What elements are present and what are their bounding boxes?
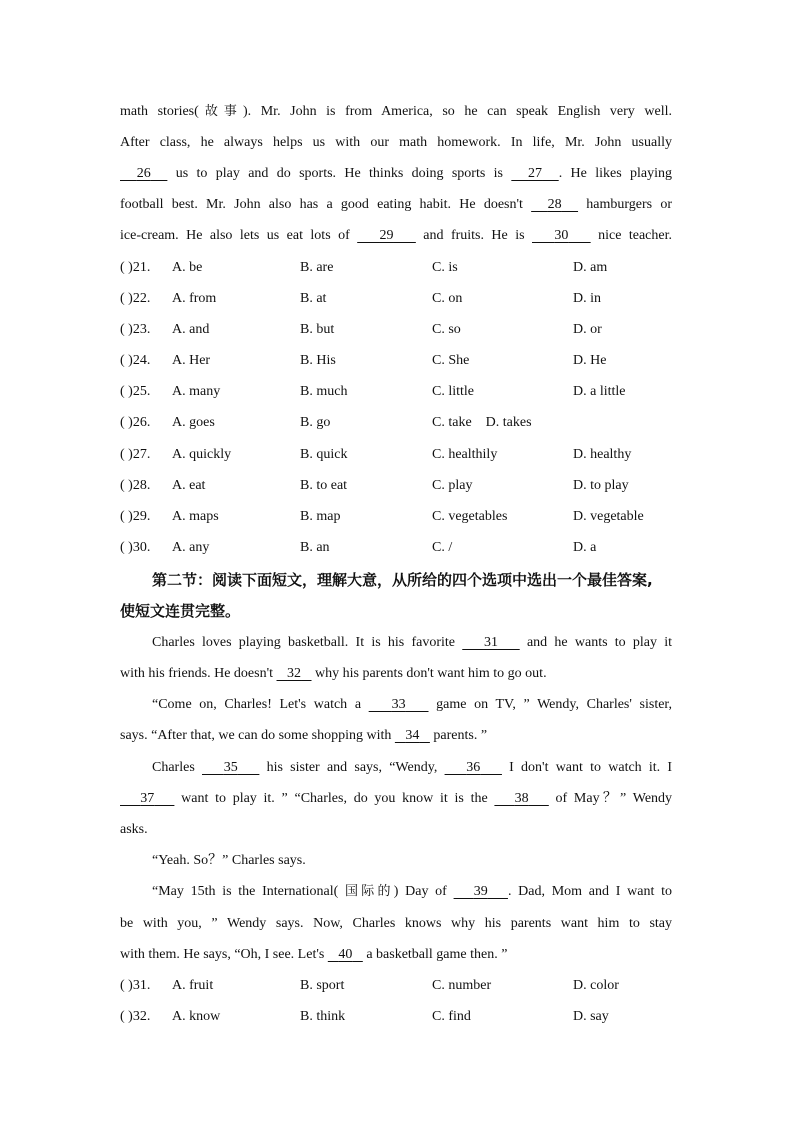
question-23 xyxy=(120,320,680,340)
text-fragment: ). Mr. John is from America, so he can speak English very well. xyxy=(243,104,672,119)
text-fragment: I don't want to watch it. I xyxy=(501,760,673,775)
option-a: A. goes xyxy=(172,415,215,430)
option-b: B. but xyxy=(300,322,335,337)
question-28 xyxy=(120,476,680,496)
text-fragment: Charles xyxy=(152,760,202,775)
option-b: B. think xyxy=(300,1009,346,1024)
blank-35: 35 xyxy=(223,760,238,775)
option-d: D. a xyxy=(573,540,597,555)
question-29 xyxy=(120,507,680,527)
option-c: C. take D. takes xyxy=(432,415,532,430)
option-c: C. little xyxy=(432,384,474,399)
blank-39: 39 xyxy=(473,884,488,899)
question-number[interactable]: ( )26. xyxy=(120,415,151,430)
option-a: A. fruit xyxy=(172,978,214,993)
option-c: C. is xyxy=(432,260,458,275)
section-heading-cont: 使短文连贯完整。 xyxy=(120,602,241,620)
text-fragment: . He likes playing xyxy=(558,166,672,181)
blank-28: 28 xyxy=(547,197,562,212)
text-fragment: with them. He says, “Oh, I see. Let's xyxy=(120,947,328,962)
option-d: D. am xyxy=(573,260,608,275)
passage2-line-3 xyxy=(152,695,672,715)
text-fragment: why his parents don't want him to go out. xyxy=(311,666,547,681)
question-30 xyxy=(120,538,680,558)
option-b: B. are xyxy=(300,260,334,275)
blank-38: 38 xyxy=(514,791,529,806)
option-b: B. at xyxy=(300,291,327,306)
option-a: A. Her xyxy=(172,353,211,368)
blank-32: 32 xyxy=(287,666,302,681)
gloss-chinese: 国际的 xyxy=(345,884,394,899)
question-number[interactable]: ( )24. xyxy=(120,353,151,368)
question-24 xyxy=(120,351,680,371)
option-b: B. His xyxy=(300,353,336,368)
passage2-line-11 xyxy=(120,945,672,965)
question-number[interactable]: ( )30. xyxy=(120,540,151,555)
question-number[interactable]: ( )31. xyxy=(120,978,151,993)
passage1-line-2: After class, he always helps us with our math homework. In life, Mr. John usually xyxy=(120,135,672,150)
question-number[interactable]: ( )23. xyxy=(120,322,151,337)
option-c: C. vegetables xyxy=(432,509,508,524)
text-fragment: says. “After that, we can do some shopping with xyxy=(120,728,395,743)
question-27 xyxy=(120,445,680,465)
option-b: B. sport xyxy=(300,978,345,993)
blank-29: 29 xyxy=(379,228,394,243)
question-number[interactable]: ( )22. xyxy=(120,291,151,306)
passage2-line-7: asks. xyxy=(120,822,148,837)
option-b: B. an xyxy=(300,540,330,555)
option-a: A. and xyxy=(172,322,210,337)
option-b: B. to eat xyxy=(300,478,348,493)
option-c: C. so xyxy=(432,322,461,337)
passage2-line-8: “Yeah. So？” Charles says. xyxy=(152,853,306,868)
option-a: A. eat xyxy=(172,478,206,493)
option-a: A. any xyxy=(172,540,210,555)
option-c: C. She xyxy=(432,353,470,368)
passage1-line-3 xyxy=(120,164,672,184)
question-number[interactable]: ( )25. xyxy=(120,384,151,399)
text-fragment: hamburgers or xyxy=(578,197,672,212)
question-number[interactable]: ( )32. xyxy=(120,1009,151,1024)
passage2-line-2 xyxy=(120,664,672,684)
option-c: C. on xyxy=(432,291,463,306)
passage2-line-9 xyxy=(152,882,672,902)
option-a: A. know xyxy=(172,1009,221,1024)
passage2-line-1 xyxy=(152,633,672,653)
option-c: C. healthily xyxy=(432,447,498,462)
text-fragment: his sister and says, “Wendy, xyxy=(259,760,445,775)
text-fragment: a basketball game then. ” xyxy=(362,947,508,962)
passage1-line-4 xyxy=(120,195,672,215)
passage2-line-4 xyxy=(120,726,672,746)
passage1-line-1 xyxy=(120,102,672,122)
option-b: B. quick xyxy=(300,447,348,462)
option-b: B. much xyxy=(300,384,348,399)
passage2-line-5 xyxy=(152,758,672,778)
option-c: C. / xyxy=(432,540,453,555)
blank-26: 26 xyxy=(136,166,151,181)
option-d: D. to play xyxy=(573,478,629,493)
option-d: D. or xyxy=(573,322,602,337)
question-25 xyxy=(120,382,680,402)
text-fragment: math stories( xyxy=(120,104,199,119)
gloss-chinese: 故事 xyxy=(198,104,243,119)
option-b: B. map xyxy=(300,509,341,524)
option-d: D. He xyxy=(573,353,607,368)
option-d: D. healthy xyxy=(573,447,632,462)
option-d: D. say xyxy=(573,1009,609,1024)
question-number[interactable]: ( )27. xyxy=(120,447,151,462)
blank-36: 36 xyxy=(466,760,481,775)
text-fragment: of May？” Wendy xyxy=(548,791,673,806)
question-number[interactable]: ( )28. xyxy=(120,478,151,493)
blank-27: 27 xyxy=(528,166,543,181)
text-fragment: us to play and do sports. He thinks doing sports is xyxy=(167,166,512,181)
option-c: C. number xyxy=(432,978,492,993)
text-fragment: with his friends. He doesn't xyxy=(120,666,277,681)
section-heading: 第二节：阅读下面短文，理解大意，从所给的四个选项中选出一个最佳答案, xyxy=(152,571,653,589)
text-fragment: Charles loves playing basketball. It is his favorite xyxy=(152,635,463,650)
option-c: C. find xyxy=(432,1009,471,1024)
text-fragment: . Dad, Mom and I want to xyxy=(507,884,672,899)
blank-34: 34 xyxy=(405,728,420,743)
option-c: C. play xyxy=(432,478,473,493)
passage2-line-6 xyxy=(120,789,672,809)
question-number[interactable]: ( )29. xyxy=(120,509,151,524)
blank-37: 37 xyxy=(140,791,155,806)
option-a: A. many xyxy=(172,384,221,399)
option-b: B. go xyxy=(300,415,331,430)
passage2-line-10: be with you, ” Wendy says. Now, Charles knows why his parents want him to stay xyxy=(120,916,672,931)
blank-40: 40 xyxy=(338,947,353,962)
passage1-line-5 xyxy=(120,226,672,246)
option-a: A. from xyxy=(172,291,217,306)
option-a: A. be xyxy=(172,260,203,275)
text-fragment: and he wants to play it xyxy=(519,635,673,650)
text-fragment: nice teacher. xyxy=(590,228,672,243)
blank-31: 31 xyxy=(483,635,498,650)
blank-30: 30 xyxy=(554,228,569,243)
option-a: A. maps xyxy=(172,509,219,524)
text-fragment: “Come on, Charles! Let's watch a xyxy=(152,697,369,712)
option-d: D. vegetable xyxy=(573,509,644,524)
text-fragment: and fruits. He is xyxy=(415,228,532,243)
text-fragment: “May 15th is the International( xyxy=(152,884,346,899)
text-fragment: football best. Mr. John also has a good eating habit. He doesn't xyxy=(120,197,532,212)
blank-33: 33 xyxy=(391,697,406,712)
option-a: A. quickly xyxy=(172,447,232,462)
question-26 xyxy=(120,413,680,433)
text-fragment: want to play it. ” “Charles, do you know it is the xyxy=(174,791,495,806)
question-22 xyxy=(120,289,680,309)
question-32 xyxy=(120,1007,680,1027)
text-fragment: game on TV, ” Wendy, Charles' sister, xyxy=(428,697,673,712)
question-number[interactable]: ( )21. xyxy=(120,260,151,275)
text-fragment: ice-cream. He also lets us eat lots of xyxy=(120,228,358,243)
text-fragment: ) Day of xyxy=(393,884,454,899)
option-d: D. in xyxy=(573,291,601,306)
option-d: D. a little xyxy=(573,384,626,399)
question-21 xyxy=(120,258,680,278)
question-31 xyxy=(120,976,680,996)
text-fragment: parents. ” xyxy=(429,728,488,743)
option-d: D. color xyxy=(573,978,619,993)
